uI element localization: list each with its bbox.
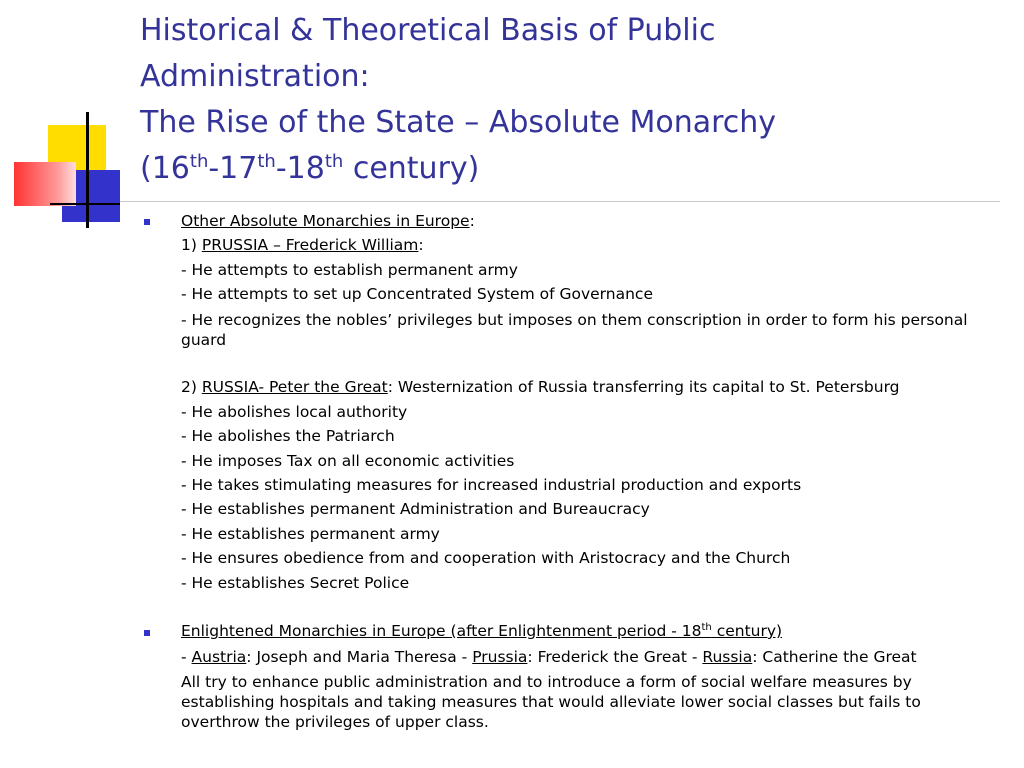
list-item: - He establishes permanent army [181, 525, 440, 543]
list-item: - He ensures obedience from and cooperation with Aristocracy and the Church [181, 549, 791, 567]
list-item: - He establishes Secret Police [181, 574, 410, 592]
enlightened-paragraph: All try to enhance public administration and to introduce a form of social welfare measures by establishing hospitals and taking measures that would alleviate lower social classes but fails to overthrow the privileges of upper class. [181, 673, 921, 731]
bullet-icon [144, 630, 150, 636]
list-item: - He attempts to establish permanent army [181, 261, 518, 279]
title-line-2: Administration: [140, 59, 370, 94]
list-item: - He abolishes the Patriarch [181, 427, 395, 445]
enlightened-examples: - Austria: Joseph and Maria Theresa - Prussia: Frederick the Great - Russia: Catherine the Great [181, 648, 917, 666]
list-item: - He imposes Tax on all economic activities [181, 452, 515, 470]
section1-heading: Other Absolute Monarchies in Europe: [181, 212, 475, 230]
bullet-icon [144, 219, 150, 225]
list-item: - He abolishes local authority [181, 403, 408, 421]
title-line-3: The Rise of the State – Absolute Monarchy [140, 105, 777, 140]
title-line-1: Historical & Theoretical Basis of Public [140, 13, 716, 48]
list-item: - He recognizes the nobles’ privileges but imposes on them conscription in order to form his personal guard [181, 311, 968, 349]
list-item: - He attempts to set up Concentrated System of Governance [181, 285, 653, 303]
list-item: - He takes stimulating measures for increased industrial production and exports [181, 476, 802, 494]
section2-heading: Enlightened Monarchies in Europe (after Enlightenment period - 18th century) [181, 621, 783, 640]
prussia-heading: 1) PRUSSIA – Frederick William: [181, 236, 424, 254]
title-line-4: (16th-17th-18th century) [140, 151, 480, 186]
russia-heading: 2) RUSSIA- Peter the Great: Westernization of Russia transferring its capital to St. Petersburg [181, 378, 900, 396]
list-item: - He establishes permanent Administration and Bureaucracy [181, 500, 650, 518]
